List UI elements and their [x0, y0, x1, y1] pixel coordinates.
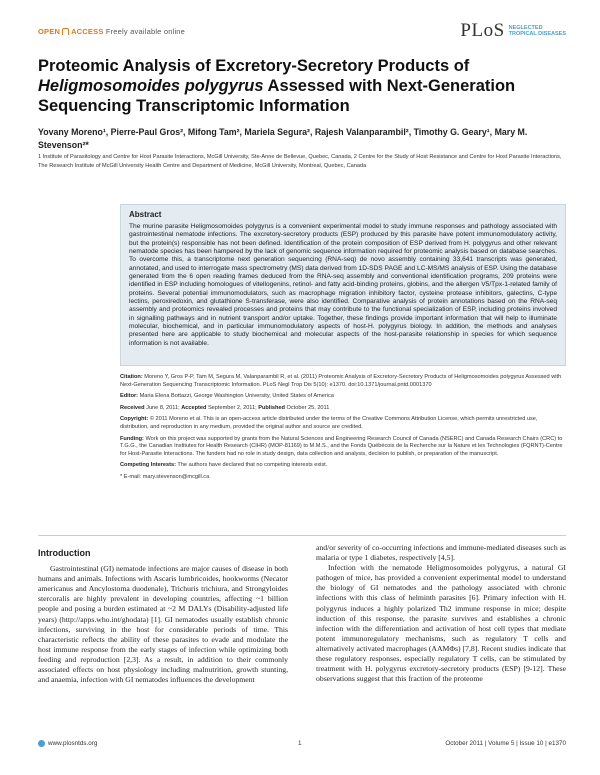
article-title	[38, 56, 566, 116]
accepted-date: September 2, 2011;	[207, 404, 257, 411]
section-divider	[38, 535, 566, 536]
journal-name	[509, 25, 566, 38]
author-list: Yovany Moreno¹, Pierre-Paul Gros², Mifong Tam², Mariela Segura², Rajesh Valanparambil², Timothy G. Geary¹, Mary M. Stevenson²*	[38, 127, 528, 150]
abstract-heading: Abstract	[129, 210, 162, 219]
plos-dot-icon	[38, 740, 45, 747]
affiliations: 1 Institute of Parasitology and Centre for Host Parasite Interactions, McGill University, Ste-Anne de Bellevue, Quebec, Canada, 2 Centre for the Study of Host Resistance and Centre for Host Parasite Interactions, The Research Institute of McGill University Health Centre and Department of Medicine, McGill University, Montreal, Quebec, Canada	[38, 154, 562, 169]
abstract-text: The murine parasite Heligmosomoides polygyrus is a convenient experimental model to study immune responses and pathology associated with gastrointestinal nematode infections. The excretory-secretory products (ESP) produced by this parasite have potent immunomodulatory activity, but the protein(s) responsible has not been defined. Identification of the protein composition of ESP derived from H. polygyrus and other relevant nematode species has been hampered by the lack of genomic sequence information required for proteomic analysis based on database searches. To overcome this, a transcriptome next generation sequencing (RNA-seq) de novo assembly containing 33,641 transcripts was generated, annotated, and used to interrogate mass spectrometry (MS) data derived from 1D-SDS PAGE and LC-MS/MS analysis of ESP. Using the database generated from the 6 open reading frames deduced from the RNA-seq assembly and conventional identification programs, 209 proteins were identified in ESP including homologues of vitellogenins, retinol- and fatty acid-binding proteins, globins, and the allergen V5/Tpx-1-related family of proteins. Several potential immunomodulators, such as macrophage migration inhibitory factor, cysteine protease inhibitors, galectins, C-type lectins, peroxiredoxin, and glutathione S-transferase, were also identified. Comparative analysis of protein annotations based on the RNA-seq assembly and proteomics revealed processes and proteins that may contribute to the functional specialization of ESP, including proteins involved in signalling pathways and in nutrient transport and/or uptake. Together, these findings provide important information that will help to illuminate molecular, biochemical, and in particular immunomodulatory aspects of host-H. polygyrus biology. In addition, the methods and analyses presented here are applicable to study biochemical and molecular aspects of the host-parasite relationship in species for which sequence information is not available.	[129, 223, 557, 347]
introduction-heading: Introduction	[38, 548, 91, 558]
freely-available-text: Freely available online	[105, 27, 186, 36]
accepted-label: Accepted	[181, 404, 207, 411]
page-footer	[38, 740, 566, 752]
citation-label: Citation:	[120, 374, 143, 380]
journal-url[interactable]	[38, 740, 97, 747]
body-column-left	[38, 548, 288, 685]
open-access-badge	[38, 27, 185, 36]
abstract-box	[120, 204, 566, 366]
copyright	[120, 416, 566, 431]
intro-paragraph-2: Infection with the nematode Heligmosomoides polygyrus, a natural GI pathogen of mice, has provided a convenient experimental model to understand the biology of GI nematodes and the pathology associated with chronic infections with this class of helminth parasites [6]. Primary infection with H. polygyrus induces a highly polarized Th2 immune response in mice; despite induction of this response, the parasite survives and establishes a chronic infection with the differentiation and activation of host cell types that mediate potent immunoregulatory mechanisms, such as regulatory T cells and alternatively activated macrophages (AAMΦs) [7,8]. Recent studies indicate that these regulatory responses, especially regulatory T cells, can be stimulated by treatment with H. polygyrus excretory-secretory products (ESP) [9-12]. These observations suggest that this fraction of the proteome	[316, 563, 566, 684]
issue-info: October 2011 | Volume 5 | Issue 10 | e1370	[445, 740, 566, 747]
published-label: Published	[258, 404, 285, 411]
intro-paragraph-1: Gastrointestinal (GI) nematode infections are major causes of disease in both humans and animals. Infections with Ascaris lumbricoides, hookworms (Necator americanus and Ancylostoma duodenale), Trichuris trichiura, and Strongyloides stercoralis are highly prevalent in developing countries, affecting ~1 billion people and posing a burden estimated at ~2 M DALYs (Disability-adjusted life years) (http://apps.who.int/ghodata) [1]. GI nematodes usually establish chronic infections, surviving in the host for considerable periods of time. This characteristic reflects the ability of these parasites to evade and modulate the host immune response from the early stages of infection while optimizing both feeding and reproduction [2,3]. As a result, in addition to their commonly associated effects on host physiology including malnutrition, growth stunting, and anaemia, infection with GI nematodes influences the development	[38, 564, 288, 685]
copyright-text: © 2011 Moreno et al. This is an open-access article distributed under the terms of the Creative Commons Attribution License, which permits unrestricted use, distribution, and reproduction in any medium, provided the original author and source are credited.	[120, 416, 538, 430]
funding-label: Funding:	[120, 435, 144, 442]
title-species: Heligmosomoides polygyrus	[38, 77, 264, 95]
journal-name-line1: NEGLECTED	[508, 24, 543, 31]
plos-logo	[460, 20, 566, 42]
received-label: Received	[120, 404, 145, 411]
funding	[120, 436, 566, 459]
dates	[120, 405, 566, 413]
intro-paragraph-continued: and/or severity of co-occurring infections and immune-mediated diseases such as malaria or type 1 diabetes, respectively [4,5].	[316, 543, 566, 563]
page-number: 1	[298, 740, 302, 747]
access-label: ACCESS	[71, 27, 104, 36]
citation	[120, 374, 566, 389]
copyright-label: Copyright:	[120, 416, 149, 423]
journal-header	[38, 20, 566, 48]
journal-url-text[interactable]: www.plosntds.org	[48, 740, 98, 747]
competing-text: The authors have declared that no competing interests exist.	[177, 462, 328, 469]
corresponding-email[interactable]: * E-mail: mary.stevenson@mcgill.ca	[120, 473, 210, 480]
body-column-right	[316, 543, 566, 684]
citation-text: Moreno Y, Gros P-P, Tam M, Segura M, Valanparambil R, et al. (2011) Proteomic Analysis of Excretory-Secretory Products of Heligmosomoides polygyrus Assessed with Next-Generation Sequencing Transcriptomic Information. PLoS Negl Trop Dis 5(10): e1370. doi:10.1371/journal.pntd.0001370	[120, 374, 562, 388]
open-lock-icon	[62, 28, 69, 35]
editor-label: Editor:	[120, 393, 139, 400]
editor	[120, 393, 566, 401]
editor-text: Maria Elena Bottazzi, George Washington University, United States of America	[139, 393, 334, 400]
journal-name-line2: TROPICAL DISEASES	[508, 31, 566, 37]
competing-interests	[120, 462, 566, 470]
article-metadata	[120, 374, 566, 486]
open-label: OPEN	[38, 27, 61, 36]
funding-text: Work on this project was supported by grants from the Natural Sciences and Engineering Research Council of Canada (NSERC) and Canada Research Chairs (CRC) to T.G.G., the Canadian Institutes for Health Research (CIHR) (MOP-81169) to M.M.S., and the Fonds Québécois de la Recherche sur la Nature et les Technologies (FQRNT)-Centre for Host-Parasite Interactions. The funders had no role in study design, data collection and analysis, decision to publish, or preparation of the manuscript.	[120, 435, 563, 457]
plos-wordmark: PLoS	[460, 20, 505, 41]
title-part1: Proteomic Analysis of Excretory-Secretory Products of	[38, 57, 470, 75]
title-part2: Assessed with Next-Generation Sequencing Transcriptomic Information	[38, 77, 516, 115]
competing-label: Competing Interests:	[120, 462, 176, 469]
published-date: October 25, 2011	[286, 404, 330, 411]
received-date: June 8, 2011;	[146, 404, 180, 411]
